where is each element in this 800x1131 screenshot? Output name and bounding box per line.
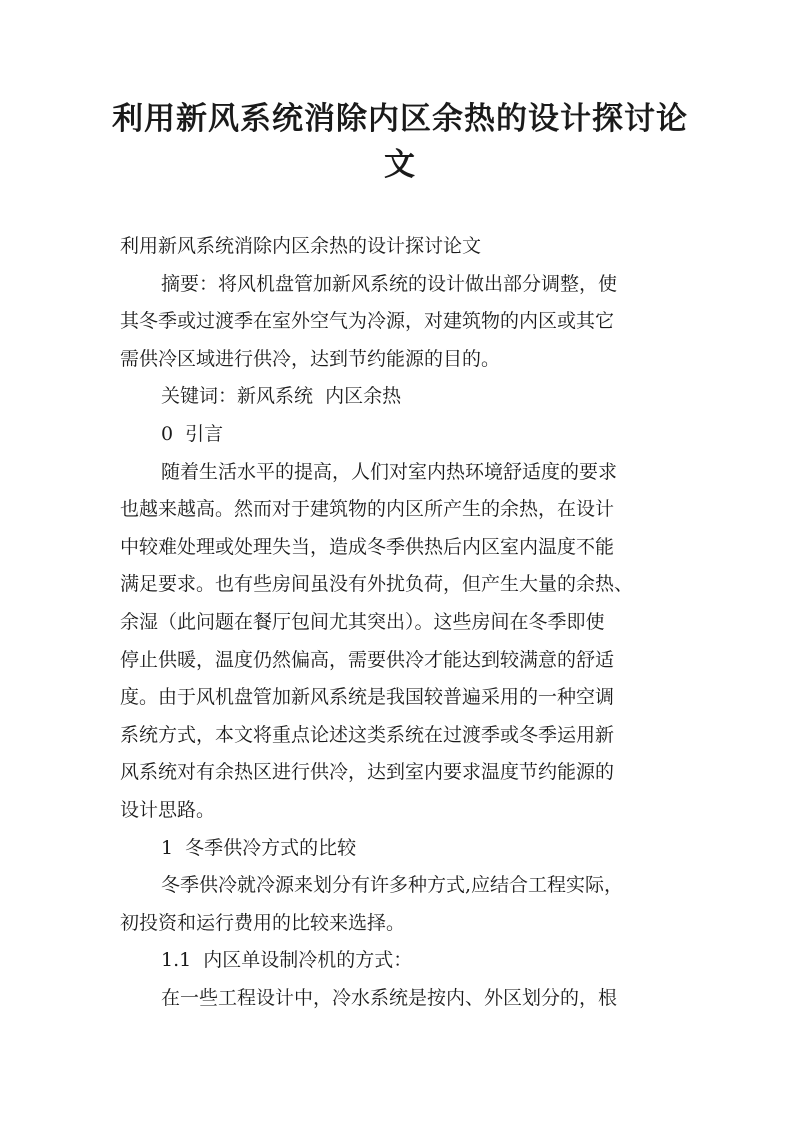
title-line-1: 利用新风系统消除内区余热的设计探讨论 <box>112 101 688 137</box>
abstract-line: 其冬季或过渡季在室外空气为冷源，对建筑物的内区或其它 <box>120 310 615 333</box>
abstract-line: 摘要：将风机盘管加新风系统的设计做出部分调整，使 <box>161 272 618 295</box>
intro-line: 系统方式，本文将重点论述这类系统在过渡季或冬季运用新 <box>120 723 615 746</box>
section-1-1-paragraph <box>120 980 686 1018</box>
section-0-heading: 0 引言 <box>161 422 224 445</box>
intro-line: 也越来越高。然而对于建筑物的内区所产生的余热，在设计 <box>120 498 615 521</box>
section-1-1-heading: 1.1 内区单设制冷机的方式： <box>161 949 413 972</box>
intro-line: 度。由于风机盘管加新风系统是我国较普遍采用的一种空调 <box>120 686 615 709</box>
abstract-paragraph <box>120 266 686 379</box>
abstract-line: 需供冷区域进行供冷，达到节约能源的目的。 <box>120 347 501 370</box>
section-1-paragraph <box>120 867 686 942</box>
intro-line: 余湿（此问题在餐厅包间尤其突出）。这些房间在冬季即使 <box>120 610 605 633</box>
keywords-line: 关键词：新风系统 内区余热 <box>161 385 402 408</box>
section-1-heading: 1 冬季供冷方式的比较 <box>161 836 357 859</box>
title-line-2: 文 <box>384 147 416 183</box>
intro-line: 满足要求。也有些房间虽没有外扰负荷，但产生大量的余热、 <box>120 573 634 596</box>
intro-line: 随着生活水平的提高，人们对室内热环境舒适度的要求 <box>161 460 618 483</box>
section-1-line: 初投资和运行费用的比较来选择。 <box>120 911 406 934</box>
intro-line: 设计思路。 <box>120 798 216 821</box>
section-1-1-line: 在一些工程设计中，冷水系统是按内、外区划分的，根 <box>161 986 618 1009</box>
intro-line: 风系统对有余热区进行供冷，达到室内要求温度节约能源的 <box>120 761 615 784</box>
document-body <box>120 228 686 1017</box>
document-title <box>100 96 700 188</box>
section-1-line: 冬季供冷就冷源来划分有许多种方式,应结合工程实际， <box>161 874 624 897</box>
document-subtitle: 利用新风系统消除内区余热的设计探讨论文 <box>120 235 482 257</box>
intro-line: 中较难处理或处理失当，造成冬季供热后内区室内温度不能 <box>120 535 615 558</box>
intro-paragraph <box>120 454 686 830</box>
intro-line: 停止供暖，温度仍然偏高，需要供冷才能达到较满意的舒适 <box>120 648 615 671</box>
